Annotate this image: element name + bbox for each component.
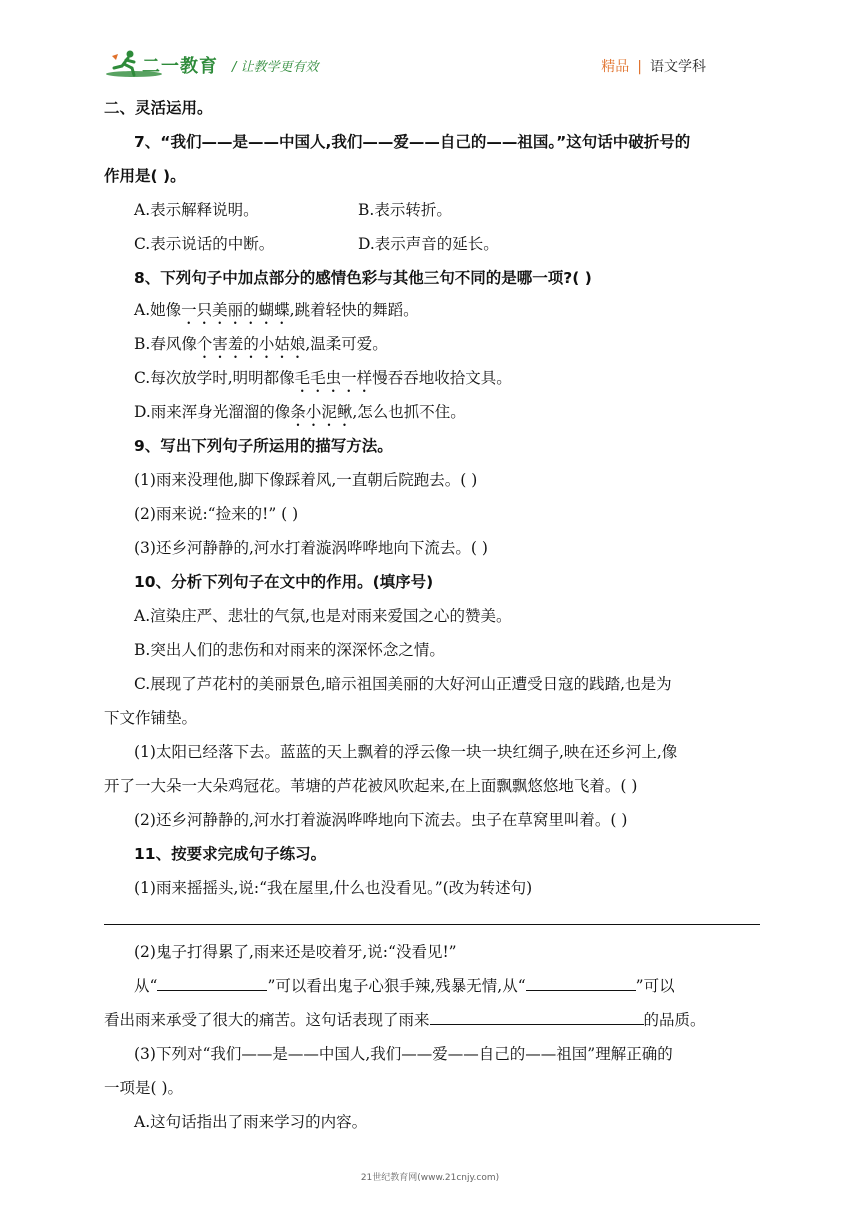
text: 看出雨来承受了很大的痛苦。这句话表现了雨来 xyxy=(104,1011,430,1029)
q10-item-2: (2)还乡河静静的,河水打着漩涡哗哗地向下流去。虫子在草窝里叫着。( ) xyxy=(134,811,628,829)
question-11: 11、按要求完成句子练习。 xyxy=(134,845,327,863)
question-7-line1: 7、“我们——是——中国人,我们——爱——自己的——祖国。”这句话中破折号的 xyxy=(134,133,691,151)
section-title: 二、灵活运用。 xyxy=(104,99,213,117)
q10-option-c-line2: 下文作铺垫。 xyxy=(104,709,198,727)
q11-item-1: (1)雨来摇摇头,说:“我在屋里,什么也没看见。”(改为转述句) xyxy=(134,879,533,897)
q8-option-b xyxy=(134,332,388,362)
quality-label: 精品 xyxy=(601,59,630,75)
q8-option-a xyxy=(134,298,419,328)
q9-item-2: (2)雨来说:“捡来的!” ( ) xyxy=(134,505,299,523)
slogan: / 让教学更有效 xyxy=(232,60,319,75)
question-10: 10、分析下列句子在文中的作用。(填序号) xyxy=(134,573,434,591)
blank-2[interactable] xyxy=(526,974,636,991)
dotted-text: 个害羞的小姑娘 xyxy=(196,335,306,353)
q10-item-1-line2: 开了一大朵一大朵鸡冠花。苇塘的芦花被风吹起来,在上面飘飘悠悠地飞着。( ) xyxy=(104,777,638,795)
q10-option-c-line1: C.展现了芦花村的美丽景色,暗示祖国美丽的大好河山正遭受日寇的践踏,也是为 xyxy=(134,675,672,693)
dotted-text: 一只美丽的蝴蝶 xyxy=(181,301,290,319)
text: ,温柔可爱。 xyxy=(305,335,388,353)
q11-fill-line2 xyxy=(104,1008,706,1030)
text: ”可以 xyxy=(635,977,675,995)
q7-option-a: A.表示解释说明。 xyxy=(134,201,259,219)
q11-fill-line1 xyxy=(134,974,675,996)
text: ,怎么也抓不住。 xyxy=(352,403,466,421)
q11-item-2: (2)鬼子打得累了,雨来还是咬着牙,说:“没看见!” xyxy=(134,943,457,961)
text: 慢吞吞地收拾文具。 xyxy=(372,369,512,387)
text: C.每次放学时,明明都像 xyxy=(134,369,295,387)
q9-item-3: (3)还乡河静静的,河水打着漩涡哗哗地向下流去。( ) xyxy=(134,539,488,557)
q10-item-1-line1: (1)太阳已经落下去。蓝蓝的天上飘着的浮云像一块一块红绸子,映在还乡河上,像 xyxy=(134,743,678,761)
question-8: 8、下列句子中加点部分的感情色彩与其他三句不同的是哪一项?( ) xyxy=(134,269,592,287)
text: ”可以看出鬼子心狠手辣,残暴无情,从“ xyxy=(267,977,526,995)
q10-option-b: B.突出人们的悲伤和对雨来的深深怀念之情。 xyxy=(134,641,445,659)
logo-text: 二一教育 xyxy=(142,56,218,77)
question-9: 9、写出下列句子所运用的描写方法。 xyxy=(134,437,393,455)
q9-item-1: (1)雨来没理他,脚下像踩着风,一直朝后院跑去。( ) xyxy=(134,471,478,489)
q7-option-d: D.表示声音的延长。 xyxy=(358,235,499,253)
question-7-line2: 作用是( )。 xyxy=(104,167,186,185)
page-header xyxy=(0,0,860,90)
dotted-text: 条小泥鳅 xyxy=(290,403,353,421)
q11-option-a: A.这句话指出了雨来学习的内容。 xyxy=(134,1113,368,1131)
q10-option-a: A.渲染庄严、悲壮的气氛,也是对雨来爱国之心的赞美。 xyxy=(134,607,512,625)
q7-option-c: C.表示说话的中断。 xyxy=(134,235,275,253)
text: ,跳着轻快的舞蹈。 xyxy=(289,301,419,319)
text: 的品质。 xyxy=(643,1011,706,1029)
q7-option-b: B.表示转折。 xyxy=(358,201,452,219)
text: B.春风像 xyxy=(134,335,197,353)
blank-3[interactable] xyxy=(430,1008,644,1025)
blank-1[interactable] xyxy=(157,974,267,991)
text: D.雨来浑身光溜溜的像 xyxy=(134,403,291,421)
q8-option-d xyxy=(134,400,466,430)
subject-label: 语文学科 xyxy=(650,59,706,75)
dotted-text: 毛毛虫一样 xyxy=(294,369,373,387)
header-right xyxy=(601,56,706,76)
text: A.她像 xyxy=(134,301,182,319)
answer-line[interactable] xyxy=(104,924,760,925)
text: 从“ xyxy=(134,977,158,995)
q8-option-c xyxy=(134,366,512,396)
q11-item-3-line2: 一项是( )。 xyxy=(104,1079,184,1097)
page-footer: 21世纪教育网(www.21cnjy.com) xyxy=(360,1173,500,1183)
separator: | xyxy=(637,59,642,75)
q11-item-3-line1: (3)下列对“我们——是——中国人,我们——爱——自己的——祖国”理解正确的 xyxy=(134,1045,673,1063)
